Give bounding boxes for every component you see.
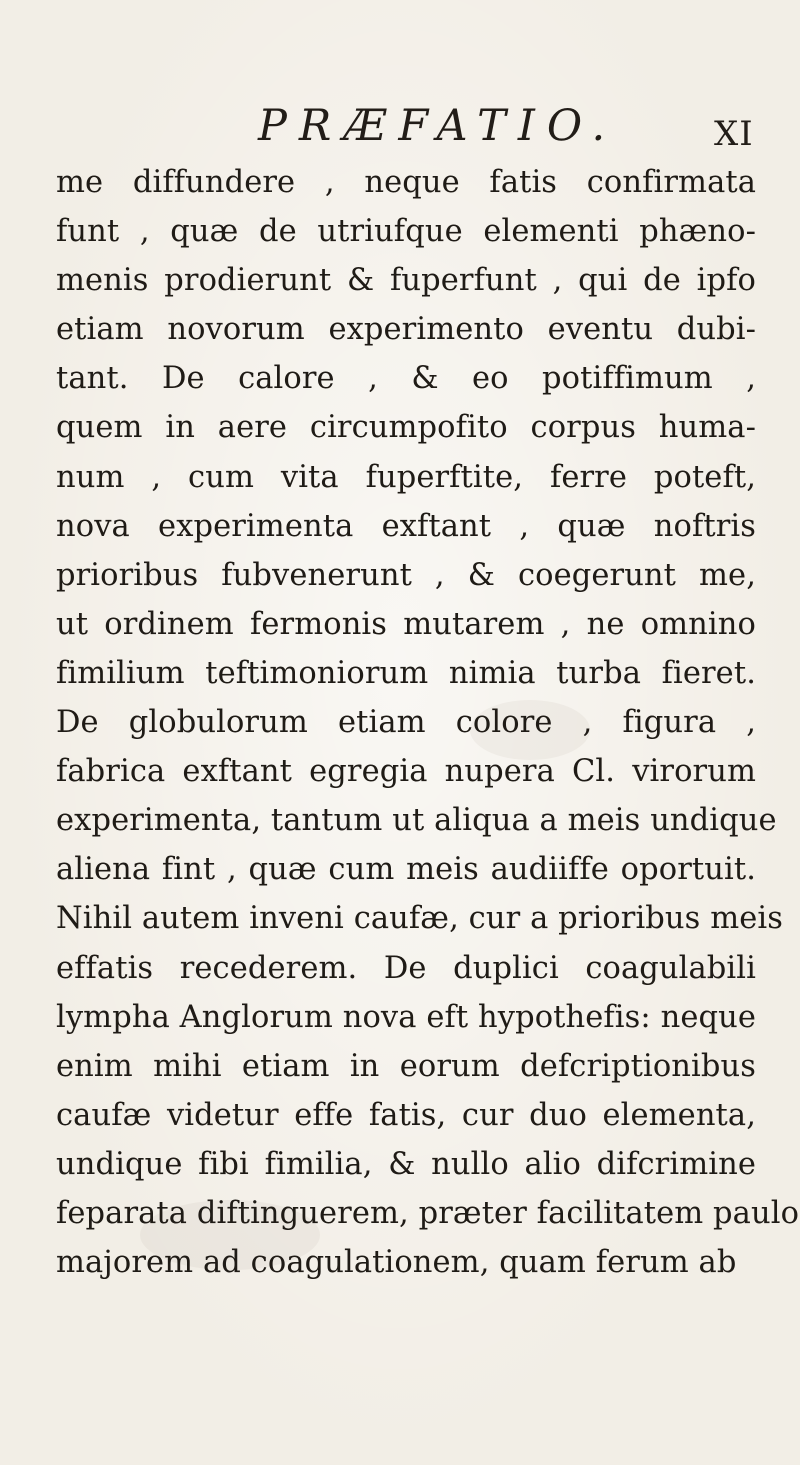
text-line: me diffundere , neque fatis confirmata [56,165,756,200]
text-line: prioribus fubvenerunt , & coegerunt me, [56,557,756,593]
text-line: lympha Anglorum nova eft hypothefis: neque [56,999,756,1035]
text-line: quem in aere circumpofito corpus huma- [56,410,756,446]
text-line: num , cum vita fuperftite, ferre poteft, [56,459,756,495]
page-header [0,96,800,156]
text-line: fimilium teftimoniorum nimia turba fieret. [56,655,756,691]
text-line: majorem ad coagulationem, quam ferum ab [56,1245,737,1281]
text-line: effatis recederem. De duplici coagulabili [56,950,756,986]
running-title: PRÆFATIO. [258,101,618,151]
text-line: experimenta, tantum ut aliqua a meis undique [56,803,777,839]
text-line: enim mihi etiam in eorum defcriptionibus [56,1048,756,1084]
text-line: funt , quæ de utriufque elementi phæno- [56,214,756,250]
text-line: feparata diftinguerem, præter facilitatem paulo [56,1195,800,1231]
page-number: XI [714,114,754,154]
text-line: nova experimenta exftant , quæ noftris [56,508,756,544]
text-line: etiam novorum experimento eventu dubi- [56,312,756,348]
body-text [56,158,800,1287]
text-line: tant. De calore , & eo potiffimum , [56,361,756,397]
text-line: aliena fint , quæ cum meis audiiffe oportuit. [56,852,756,888]
text-line: caufæ videtur effe fatis, cur duo elementa, [56,1097,756,1133]
text-line: Nihil autem inveni caufæ, cur a prioribus meis [56,901,783,937]
text-line: fabrica exftant egregia nupera Cl. virorum [56,754,756,790]
text-line: menis prodierunt & fuperfunt , qui de ipfo [56,263,756,299]
text-line: undique fibi fimilia, & nullo alio difcrimine [56,1146,756,1182]
text-line: De globulorum etiam colore , figura , [56,705,756,741]
text-line: ut ordinem fermonis mutarem , ne omnino [56,606,756,642]
